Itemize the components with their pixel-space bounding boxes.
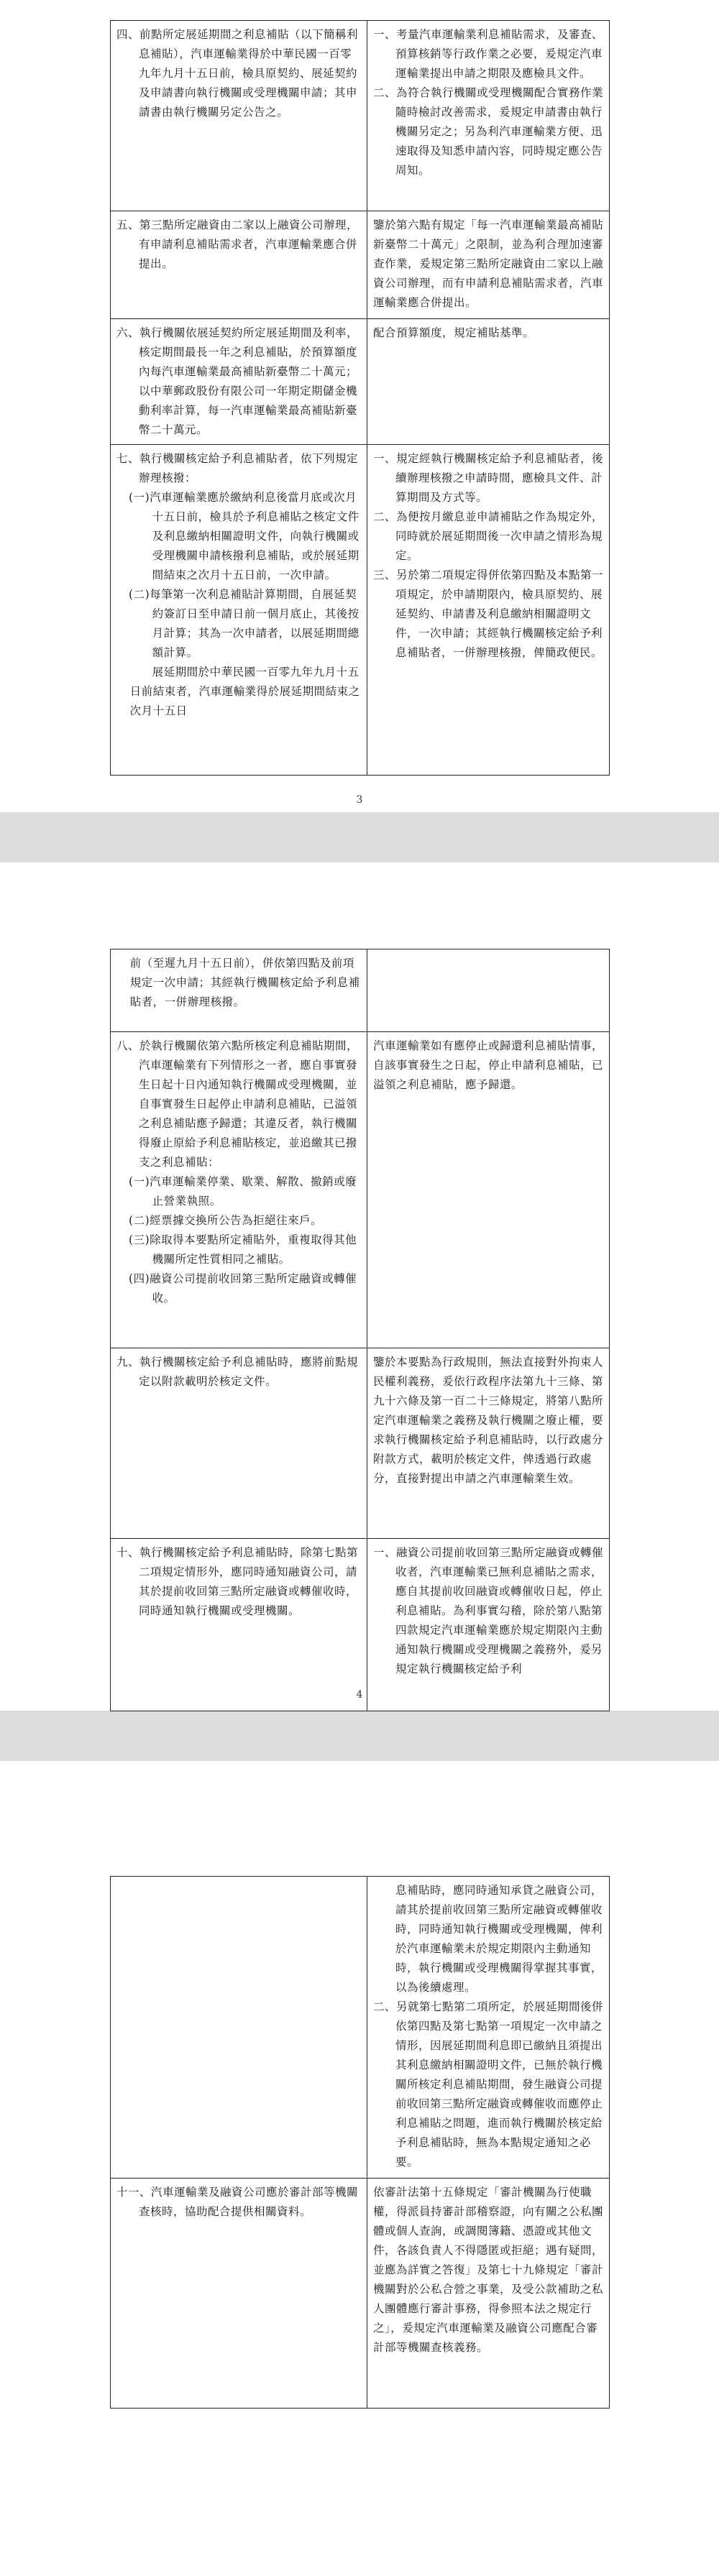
reason-10-item-1-continued: 息補貼時，應同時通知承貸之融資公司，請其於提前收回第三點所定融資或轉催收時，同時通知執行機關或受理機關，俾利於汽車運輸業未於規定期限內主動通知時，執行機關或受理機關得掌握其事實，以為後續處理。	[395, 1884, 603, 1994]
clause-7-item-1: (一)汽車運輸業應於繳納利息後當月底或次月十五日前，檢具於予利息補貼之核定文件及利息繳納相關證明文件，向執行機關或受理機關申請核撥利息補貼，或於展延期間結束之次月十五日前，一次申請。	[129, 491, 360, 581]
clause-8-item-1: (一)汽車運輸業停業、歇業、解散、撤銷或廢止營業執照。	[129, 1175, 357, 1208]
clause-7-intro: 七、執行機關核定給予利息補貼者，依下列規定辦理核撥：	[116, 452, 359, 484]
comparison-table-page-5	[110, 1876, 610, 2409]
clause-4-text: 四、前點所定展延期間之利息補貼（以下簡稱利息補貼），汽車運輸業得於中華民國一百零九年九月十五日前，檢具原契約、展延契約及申請書向執行機關或受理機關申請；其申請書由執行機關另定公告之。	[116, 28, 359, 119]
table-row	[111, 1348, 610, 1539]
clause-10-text: 十、執行機關核定給予利息補貼時，除第七點第二項規定情形外，應同時通知融資公司，請其於提前收回第三點所定融資或轉催收時，同時通知執行機關或受理機關。	[116, 1546, 359, 1617]
table-row	[111, 1539, 610, 1711]
clause-5-text: 五、第三點所定融資由二家以上融資公司辦理，有申請利息補貼需求者，汽車運輸業應合併提出。	[116, 218, 359, 270]
reason-9-text: 鑒於本要點為行政規則，無法直接對外拘束人民權利義務，爰依行政程序法第九十三條、第九十六條及第一百二十三條規定，將第八點所定汽車運輸業之義務及執行機關之廢止權，要求執行機關核定給予利息補貼時，以行政處分附款方式，載明於核定文件，俾透過行政處分，直接對提出申請之汽車運輸業生效。	[373, 1356, 604, 1485]
reason-4-item-2: 二、為符合執行機關或受理機關配合實務作業隨時檢討改善需求，爰規定申請書由執行機關另定之；另為利汽車運輸業方便、迅速取得及知悉申請內容，同時規定應公告周知。	[373, 86, 604, 177]
reason-11-text: 依審計法第十五條規定「審計機關為行使職權，得派員持審計部稽察證，向有關之公私團體或個人查詢，或調閱簿籍、憑證或其他文件，各該負責人不得隱匿或拒絕；遇有疑問，並應為詳實之答復」及第七十九條規定「審計機關對於公私合營之事業，及受公款補助之私人團體應行審計事務，得參照本法之規定行之」，爰規定汽車運輸業及融資公司應配合審計部等機關查核義務。	[373, 2186, 604, 2354]
clause-7-continued: 前（至遲九月十五日前），併依第四點及前項規定一次申請；其經執行機關核定給予利息補貼者，一併辦理核撥。	[129, 957, 360, 1008]
reason-7-item-1: 一、規定經執行機關核定給予利息補貼者，後續辦理核撥之申請時間，應檢具文件、計算期間及方式等。	[373, 452, 604, 504]
document-page-4	[0, 862, 719, 1711]
reason-7-item-3: 三、另於第二項規定得併依第四點及本點第一項規定，於申請期限內，檢具原契約、展延契約、申請書及利息繳納相關證明文件，一次申請；其經執行機關核定給予利息補貼者，一併辦理核撥，俾簡政便民。	[373, 569, 604, 659]
clause-8-intro: 八、於執行機關依第六點所核定利息補貼期間，汽車運輸業有下列情形之一者，應自事實發生日起十日內通知執行機關或受理機關，並自事實發生日起停止申請利息補貼，已溢領之利息補貼應予歸還；其違反者，執行機關得廢止原給予利息補貼核定，並追繳其已撥支之利息補貼：	[116, 1039, 359, 1169]
reason-4-item-1: 一、考量汽車運輸業利息補貼需求，及審查、預算核銷等行政作業之必要，爰規定汽車運輸業提出申請之期限及應檢具文件。	[373, 28, 604, 80]
clause-6-text: 六、執行機關依展延契約所定展延期間及利率，核定期間最長一年之利息補貼，於預算額度內每汽車運輸業最高補貼新臺幣二十萬元；以中華郵政股份有限公司一年期定期儲金機動利率計算，每一汽車運輸業最高補貼新臺幣二十萬元。	[116, 326, 359, 436]
clause-11-text: 十一、汽車運輸業及融資公司應於審計部等機關查核時，協助配合提供相關資料。	[116, 2186, 359, 2218]
reason-10-item-1: 一、融資公司提前收回第三點所定融資或轉催收者，汽車運輸業已無利息補貼之需求，應自其提前收回融資或轉催收日起，停止利息補貼。為利事實勾稽，除於第八點第四款規定汽車運輸業應於規定期限內主動通知執行機關或受理機關之義務外，爰另規定執行機關核定給予利	[373, 1546, 604, 1675]
table-row	[111, 1032, 610, 1348]
table-row	[111, 319, 610, 445]
page-number: 4	[356, 1689, 363, 1701]
clause-8-item-4: (四)融資公司提前收回第三點所定融資或轉催收。	[129, 1272, 357, 1305]
reason-5-text: 鑒於第六點有規定「每一汽車運輸業最高補貼新臺幣二十萬元」之限制，並為利合理加速審查作業，爰規定第三點所定融資由二家以上融資公司辦理，而有申請利息補貼需求者，汽車運輸業應合併提出。	[373, 218, 604, 309]
document-page-5	[0, 1761, 719, 2576]
reason-10-item-2: 二、另就第七點第二項所定，於展延期間後併依第四點及第七點第一項規定一次申請之情形，因展延期間利息即已繳納且須提出其利息繳納相關證明文件，已無於執行機關所核定利息補貼期間，發生融資公司提前收回第三點所定融資或轉催收而應停止利息補貼之問題，進而執行機關於核定給予利息補貼時，無為本點規定通知之必要。	[373, 2000, 604, 2168]
reason-6-text: 配合預算額度，規定補貼基準。	[373, 326, 535, 339]
clause-7-paragraph-2: 展延期間於中華民國一百零九年九月十五日前結束者，汽車運輸業得於展延期間結束之次月十五日	[129, 666, 360, 717]
reason-7-item-2: 二、為便按月繳息並申請補貼之作為規定外，同時就於展延期間後一次申請之情形為規定。	[373, 510, 604, 562]
clause-9-text: 九、執行機關核定給予利息補貼時，應將前點規定以附款載明於核定文件。	[116, 1356, 359, 1388]
document-page-3	[0, 0, 719, 812]
table-row	[111, 2179, 610, 2409]
table-row	[111, 445, 610, 776]
comparison-table-page-4	[110, 949, 610, 1711]
table-row	[111, 949, 610, 1032]
table-row	[111, 1877, 610, 2179]
comparison-table-page-3	[110, 20, 610, 776]
clause-8-item-2: (二)經票據交換所公告為拒絕往來戶。	[129, 1214, 323, 1227]
clause-8-item-3: (三)除取得本要點所定補貼外，重複取得其他機關所定性質相同之補貼。	[129, 1233, 357, 1266]
reason-8-text: 汽車運輸業如有應停止或歸還利息補貼情事，自該事實發生之日起，停止申請利息補貼，已溢領之利息補貼，應予歸還。	[373, 1039, 604, 1091]
table-row	[111, 21, 610, 211]
clause-7-item-2: (二)每筆第一次利息補貼計算期間，自展延契約簽訂日至申請日前一個月底止，其後按月計算；其為一次申請者，以展延期間總額計算。	[129, 588, 360, 659]
page-number: 3	[356, 794, 363, 806]
table-row	[111, 211, 610, 319]
